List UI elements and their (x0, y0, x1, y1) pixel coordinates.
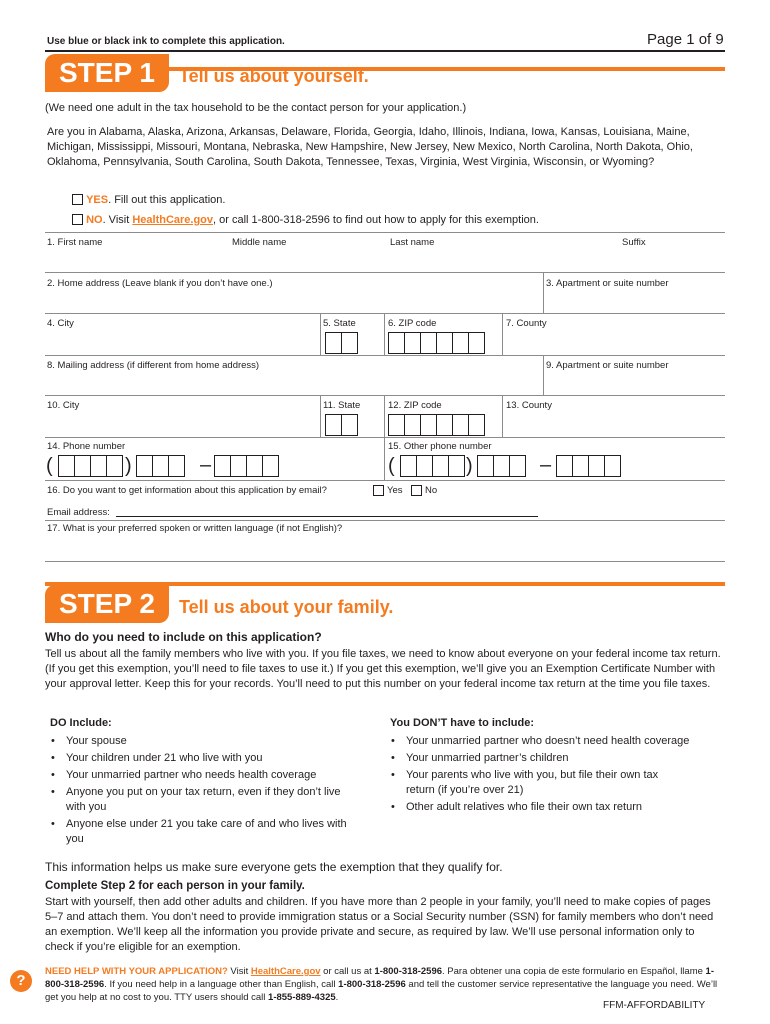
dash: – (540, 454, 552, 476)
email-address-input[interactable] (116, 516, 538, 517)
healthcare-link[interactable]: HealthCare.gov (132, 214, 214, 226)
complete-step2-paragraph: Start with yourself, then add other adults and children. If you have more than 2 people in your family, you’ll need to make copies of pages 5–7 and attach them. You don’t need to provide immigration status or a Social Security number (SSN) for family members who don’t need an exemption. We’ll keep all the information you provide private and secure, as required by law. We’ll use personal information only to check if you’re eligible for an exemption. (45, 896, 714, 953)
paren-open: ( (388, 455, 395, 477)
family-intro-paragraph: Tell us about all the family members who live with you. If you file taxes, we need to know about everyone on your federal income tax return. (If you get this exemption, you’ll need to file taxes to use it.) If you get this exemption, we’ll give you an Exemption Certificate Number with your approval letter. Keep this for your records. You’ll need to put this number on your federal income tax return at the time you file taxes. (45, 648, 721, 690)
list-item: • Anyone you put on your tax return, even if they don’t live with you (47, 785, 347, 815)
grid-line (45, 395, 725, 396)
grid-line (384, 395, 385, 480)
state-input[interactable] (325, 332, 357, 354)
phone-line-number[interactable] (214, 455, 278, 477)
grid-line (502, 395, 503, 437)
do-include-heading: DO Include: (50, 717, 112, 729)
county-label: 7. County (506, 318, 547, 329)
grid-line (45, 437, 725, 438)
mailing-zip-input[interactable] (388, 414, 484, 436)
language-question: 17. What is your preferred spoken or written language (if not English)? (47, 523, 343, 534)
dont-include-heading: You DON’T have to include: (390, 717, 535, 729)
list-item: • Your unmarried partner who doesn’t need health coverage (387, 734, 717, 749)
mailing-state-input[interactable] (325, 414, 357, 436)
no-text-b: , or call 1-800-318-2596 to find out how to apply for this exemption. (213, 214, 539, 226)
mailing-city-label: 10. City (47, 400, 80, 411)
email-no-label: No (425, 485, 438, 496)
last-name-label: Last name (390, 237, 435, 248)
help-text-1: Visit (227, 966, 251, 977)
email-yes-checkbox[interactable] (373, 485, 384, 496)
states-question: Are you in Alabama, Alaska, Arizona, Arkansas, Delaware, Florida, Georgia, Idaho, Illinois, Indiana, Iowa, Kansas, Louisiana, Maine, Michigan, Mississippi, Missouri, Montana, Nebraska, New Hampshire, New Jersey, New Mexico, North Carolina, North Dakota, Ohio, Oklahoma, Pennsylvania, South Carolina, South Dakota, Tennessee, Texas, Virginia, West Virginia, Wisconsin, or Wyoming? (47, 126, 693, 168)
home-address-label: 2. Home address (Leave blank if you don’t have one.) (47, 278, 273, 289)
yes-label: YES (86, 194, 109, 206)
list-item: • Your unmarried partner who needs health coverage (47, 768, 357, 783)
grid-line (502, 313, 503, 355)
list-item: • Your spouse (47, 734, 357, 749)
paren-open: ( (46, 455, 53, 477)
dash: – (200, 454, 212, 476)
help-phone: 1-800-318-2596 (45, 966, 714, 990)
state-label: 5. State (323, 318, 356, 329)
grid-line (45, 561, 725, 562)
mailing-state-label: 11. State (323, 400, 361, 411)
header-rule (45, 50, 725, 52)
other-phone-area-code[interactable] (400, 455, 464, 477)
first-name-label: 1. First name (47, 237, 103, 248)
complete-step2-heading: Complete Step 2 for each person in your family. (45, 880, 305, 892)
list-item: • Your unmarried partner’s children (387, 751, 717, 766)
help-healthcare-link[interactable]: HealthCare.gov (250, 966, 321, 977)
grid-line (45, 313, 725, 314)
email-no-checkbox[interactable] (411, 485, 422, 496)
mailing-zip-label: 12. ZIP code (388, 400, 442, 411)
help-phone: 1-800-318-2596 (338, 979, 406, 990)
mailing-apartment-label: 9. Apartment or suite number (546, 360, 669, 371)
mailing-address-label: 8. Mailing address (if different from home address) (47, 360, 260, 371)
other-phone-label: 15. Other phone number (388, 441, 492, 452)
grid-line (543, 355, 544, 395)
grid-line (45, 480, 725, 481)
no-checkbox[interactable] (72, 214, 83, 225)
grid-line (320, 313, 321, 355)
help-text (45, 965, 730, 1004)
step2-badge: STEP 2 (45, 585, 169, 623)
list-item: • Anyone else under 21 you take care of and who lives with you (47, 817, 347, 847)
list-item: • Your parents who live with you, but file their own tax return (if you’re over 21) (387, 768, 687, 798)
step1-title: Tell us about yourself. (179, 66, 369, 86)
ink-instruction: Use blue or black ink to complete this application. (47, 36, 285, 47)
other-phone-line-number[interactable] (556, 455, 620, 477)
grid-line (384, 313, 385, 355)
help-question-icon: ? (10, 970, 32, 992)
other-phone-prefix[interactable] (477, 455, 525, 477)
include-question: Who do you need to include on this application? (45, 630, 322, 644)
grid-line (320, 395, 321, 437)
email-address-label: Email address: (47, 507, 110, 518)
grid-line (45, 355, 725, 356)
middle-name-label: Middle name (232, 237, 287, 248)
paren-close: ) (125, 455, 132, 477)
helps-statement: This information helps us make sure everyone gets the exemption that they qualify for. (45, 860, 503, 874)
dont-include-list (387, 734, 717, 817)
city-label: 4. City (47, 318, 74, 329)
no-option (72, 213, 539, 228)
help-phone: 1-800-318-2596 (374, 966, 443, 977)
grid-line (45, 232, 725, 233)
grid-line (45, 520, 725, 521)
help-text-2: or call us at (320, 966, 375, 977)
do-include-list (47, 734, 357, 849)
no-text-a: . Visit (102, 214, 133, 226)
yes-text: . Fill out this application. (108, 194, 226, 206)
page-number: Page 1 of 9 (647, 31, 724, 48)
help-text-5: and tell the customer service representative the language you need. We’ll get you help at no cost to you. TTY users should call (45, 979, 718, 1003)
email-question: 16. Do you want to get information about this application by email? (47, 485, 327, 496)
grid-line (45, 272, 725, 273)
no-label: NO (86, 214, 103, 226)
help-text-6: . (335, 992, 339, 1003)
apartment-label: 3. Apartment or suite number (546, 278, 669, 289)
zip-input[interactable] (388, 332, 484, 354)
step1-intro: (We need one adult in the tax household to be the contact person for your application.) (45, 102, 467, 114)
step1-badge: STEP 1 (45, 54, 169, 92)
tty-phone: 1-855-889-4325 (268, 992, 336, 1003)
phone-prefix[interactable] (136, 455, 184, 477)
paren-close: ) (466, 455, 473, 477)
help-heading: NEED HELP WITH YOUR APPLICATION? (45, 966, 228, 977)
phone-area-code[interactable] (58, 455, 122, 477)
suffix-label: Suffix (622, 237, 646, 248)
step2-title: Tell us about your family. (179, 597, 394, 617)
form-code: FFM-AFFORDABILITY (603, 1000, 706, 1011)
email-yes-label: Yes (387, 485, 403, 496)
help-text-3: . Para obtener una copia de este formulario en Español, llame (442, 966, 706, 977)
grid-line (543, 272, 544, 313)
help-text-4: . If you need help in a language other than English, call (104, 979, 339, 990)
zip-label: 6. ZIP code (388, 318, 437, 329)
mailing-county-label: 13. County (506, 400, 552, 411)
yes-option (72, 193, 225, 208)
phone-label: 14. Phone number (47, 441, 126, 452)
list-item: • Other adult relatives who file their own tax return (387, 800, 717, 815)
yes-checkbox[interactable] (72, 194, 83, 205)
list-item: • Your children under 21 who live with you (47, 751, 357, 766)
